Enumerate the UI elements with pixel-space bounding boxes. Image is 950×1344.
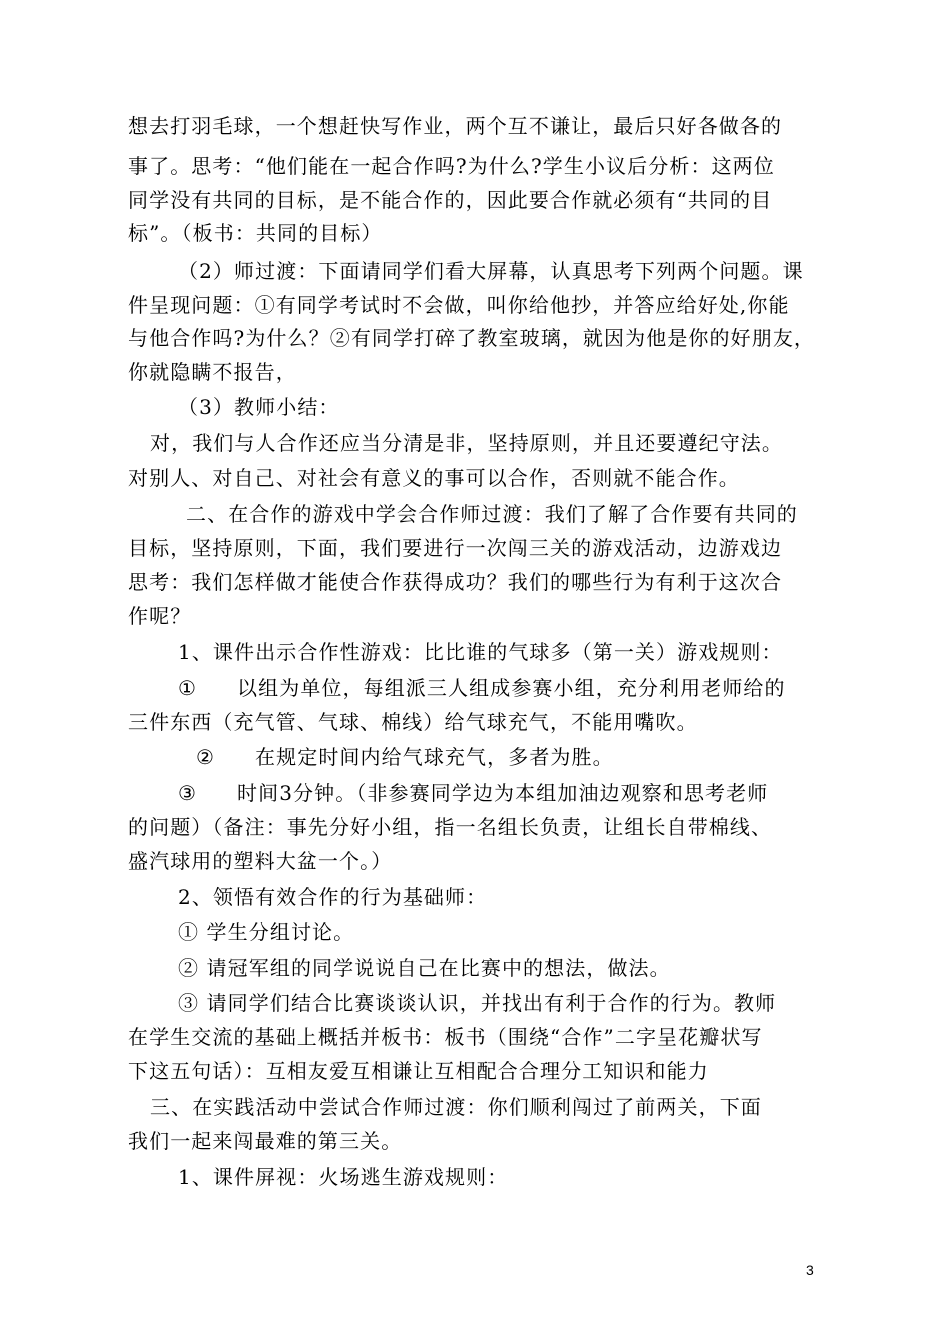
- list-marker: ②: [196, 745, 216, 769]
- text-line: 你就隐瞒不报告，: [128, 360, 297, 384]
- text-line: 与他合作吗?为什么？②有同学打碎了教室玻璃，就因为他是你的好朋友，: [128, 326, 816, 350]
- text-line: ① 学生分组讨论。: [178, 920, 355, 944]
- text-line: 三件东西（充气管、气球、棉线）给气球充气，不能用嘴吹。: [128, 710, 698, 734]
- text-line: 对，我们与人合作还应当分清是非，坚持原则，并且还要遵纪守法。: [150, 431, 783, 455]
- text-line: （2）师过渡：下面请同学们看大屏幕，认真思考下列两个问题。课: [178, 259, 804, 283]
- text-line: （3）教师小结：: [178, 395, 340, 419]
- text-line: 盛汽球用的塑料大盆一个。）: [128, 849, 393, 873]
- text-line: 三、在实践活动中尝试合作师过渡：你们顺利闯过了前两关，下面: [150, 1095, 762, 1119]
- text-line: 的问题）（备注：事先分好小组，指一名组长负责，让组长自带棉线、: [128, 815, 773, 839]
- text-line: 下这五句话）：互相友爱互相谦让互相配合合理分工知识和能力: [128, 1059, 709, 1083]
- text-line: 1、课件出示合作性游戏：比比谁的气球多（第一关）游戏规则：: [178, 640, 783, 664]
- list-item-text: 以组为单位，每组派三人组成参赛小组，充分利用老师给的: [237, 676, 786, 700]
- text-line: 想去打羽毛球，一个想赶快写作业，两个互不谦让，最后只好各做各的: [128, 114, 783, 138]
- text-line: 思考：我们怎样做才能使合作获得成功？我们的哪些行为有利于这次合: [128, 570, 783, 594]
- text-line: 事了。思考：“他们能在一起合作吗?为什么?学生小议后分析：这两位: [128, 154, 775, 178]
- text-line: 同学没有共同的目标，是不能合作的，因此要合作就必须有“共同的目: [128, 188, 773, 212]
- page-number: 3: [806, 1262, 814, 1278]
- list-item-text: 在规定时间内给气球充气，多者为胜。: [255, 745, 614, 769]
- text-line: ③ 请同学们结合比赛谈谈认识，并找出有利于合作的行为。教师: [178, 991, 777, 1015]
- text-line: 目标，坚持原则，下面，我们要进行一次闯三关的游戏活动，边游戏边: [128, 536, 783, 560]
- text-line: 1、课件屏视：火场逃生游戏规则：: [178, 1165, 509, 1189]
- text-line: 对别人、对自己、对社会有意义的事可以合作，否则就不能合作。: [128, 466, 740, 490]
- text-line: 件呈现问题：①有同学考试时不会做，叫你给他抄，并答应给好处,你能: [128, 293, 790, 317]
- text-line: [196, 743, 614, 771]
- text-line: ② 请冠军组的同学说说自己在比赛中的想法，做法。: [178, 956, 671, 980]
- list-marker: ③: [178, 781, 198, 805]
- text-line: 我们一起来闯最难的第三关。: [128, 1129, 403, 1153]
- text-line: [178, 674, 786, 702]
- text-line: 标”。（板书：共同的目标）: [128, 221, 383, 245]
- text-line: 2、领悟有效合作的行为基础师：: [178, 885, 488, 909]
- text-line: 二、在合作的游戏中学会合作师过渡：我们了解了合作要有共同的: [186, 502, 798, 526]
- text-line: 作呢？: [128, 604, 192, 628]
- text-line: 在学生交流的基础上概括并板书：板书（围绕“合作”二字呈花瓣状写: [128, 1025, 763, 1049]
- text-line: [178, 779, 768, 807]
- list-item-text: 时间3分钟。（非参赛同学边为本组加油边观察和思考老师: [237, 781, 769, 805]
- list-marker: ①: [178, 676, 198, 700]
